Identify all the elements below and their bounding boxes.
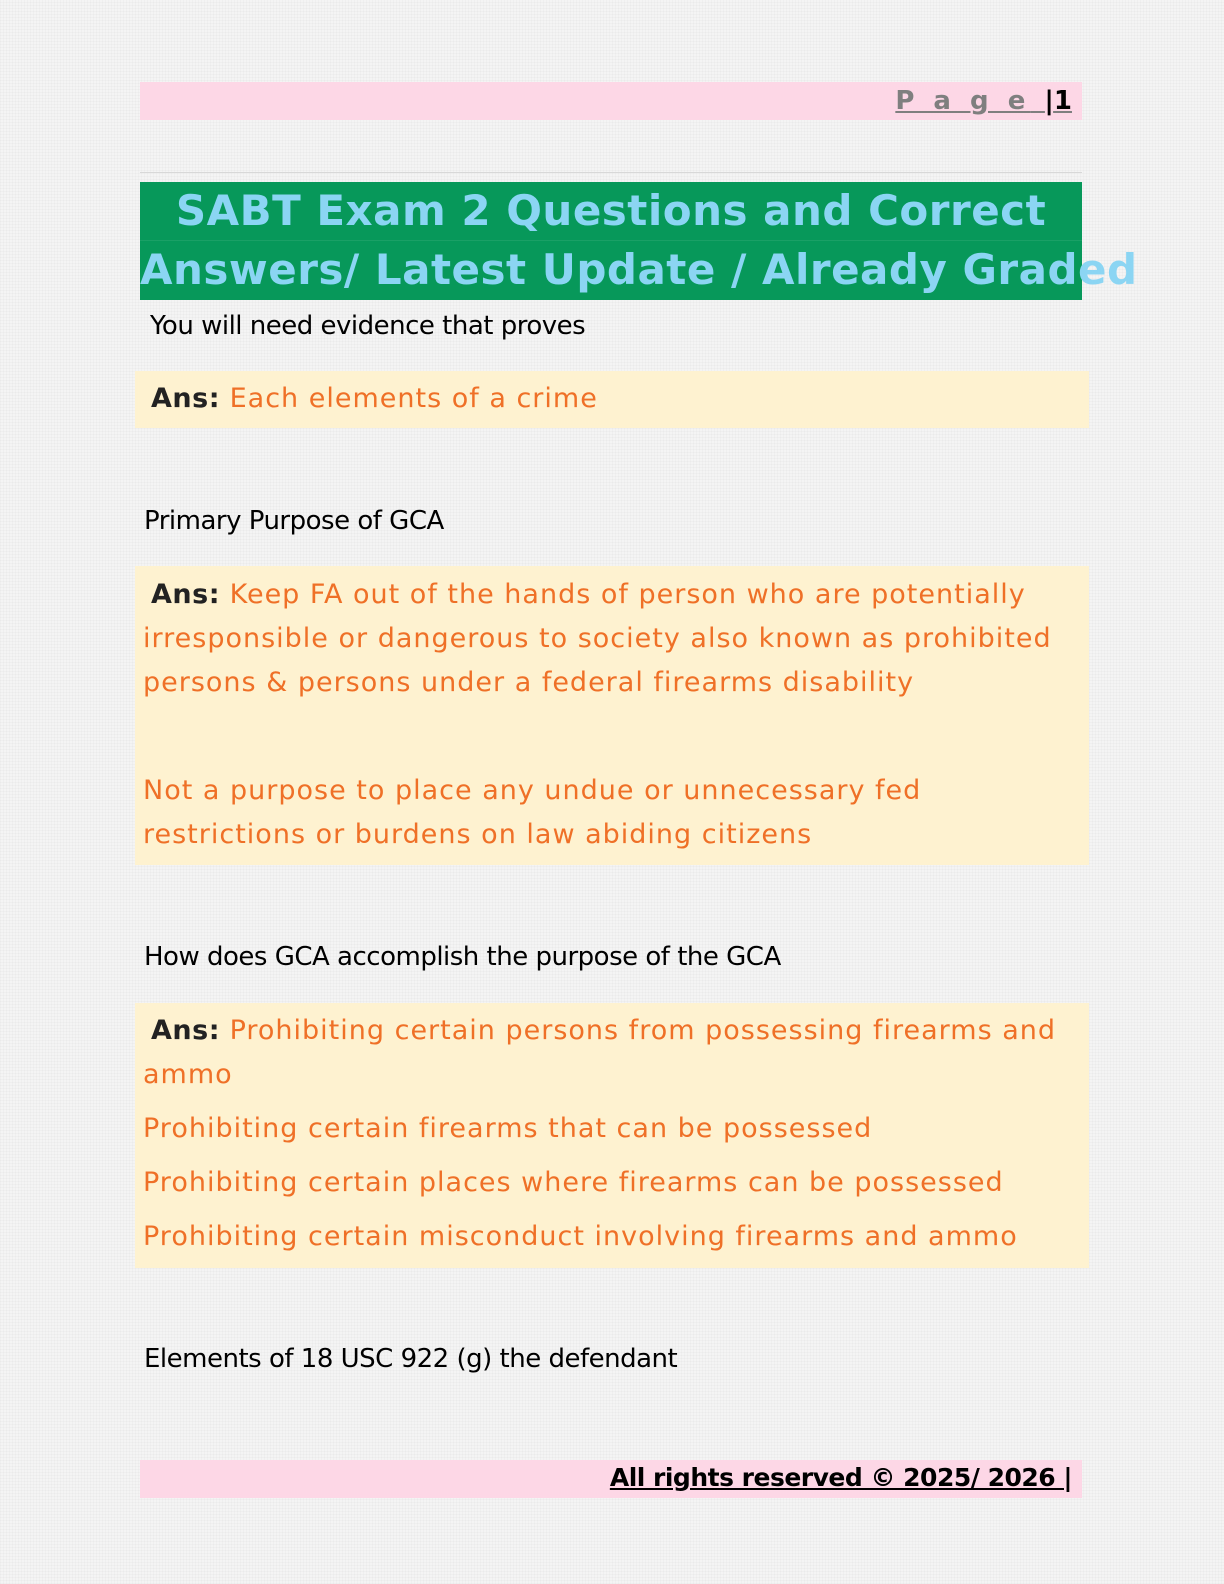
- answer-2-line-4: Not a purpose to place any undue or unnecessary fed: [143, 775, 922, 806]
- answer-2-line-2: irresponsible or dangerous to society also known as prohibited: [143, 623, 1052, 654]
- page-number: 1: [1053, 86, 1072, 116]
- ans-label: Ans:: [151, 1015, 220, 1046]
- title-line-1: SABT Exam 2 Questions and Correct: [175, 186, 1047, 235]
- ans-label: Ans:: [151, 579, 220, 610]
- page-footer: [140, 1460, 1082, 1498]
- answer-3-line-1: [143, 1009, 1073, 1053]
- page-separator: |: [1044, 86, 1054, 116]
- answer-3-line-2: ammo: [143, 1059, 233, 1090]
- answer-box-2: [135, 566, 1089, 865]
- page-number-label: [895, 86, 1072, 116]
- answer-3-line-3: Prohibiting certain firearms that can be possessed: [143, 1113, 873, 1144]
- question-1: You will need evidence that proves: [150, 311, 586, 341]
- answer-3-line-5: Prohibiting certain misconduct involving firearms and ammo: [143, 1221, 1018, 1252]
- title-line-2: Answers/ Latest Update / Already Graded: [140, 240, 1082, 299]
- answer-box-1: [135, 371, 1089, 428]
- copyright-text: All rights reserved © 2025/ 2026 |: [609, 1463, 1072, 1492]
- answer-text: Each elements of a crime: [229, 383, 598, 414]
- question-3: How does GCA accomplish the purpose of the GCA: [144, 942, 781, 972]
- question-2: Primary Purpose of GCA: [144, 506, 444, 536]
- ans-label: Ans:: [151, 383, 220, 414]
- document-title: [140, 182, 1138, 300]
- answer-text: Keep FA out of the hands of person who are potentially: [229, 579, 1026, 610]
- page-word: P a g e: [895, 86, 1031, 116]
- answer-2-line-1: [143, 573, 1073, 617]
- answer-2-line-5: restrictions or burdens on law abiding citizens: [143, 819, 813, 850]
- question-4: Elements of 18 USC 922 (g) the defendant: [144, 1344, 678, 1374]
- header-divider: [140, 172, 1082, 173]
- answer-3-line-4: Prohibiting certain places where firearms can be possessed: [143, 1167, 1004, 1198]
- answer-2-line-3: persons & persons under a federal firearms disability: [143, 667, 915, 698]
- answer-1-line-1: [143, 379, 1073, 419]
- page-header: [140, 82, 1082, 120]
- answer-2-spacer: [143, 705, 1073, 769]
- answer-text: Prohibiting certain persons from possessing firearms and: [229, 1015, 1057, 1046]
- answer-box-3: [135, 1003, 1089, 1268]
